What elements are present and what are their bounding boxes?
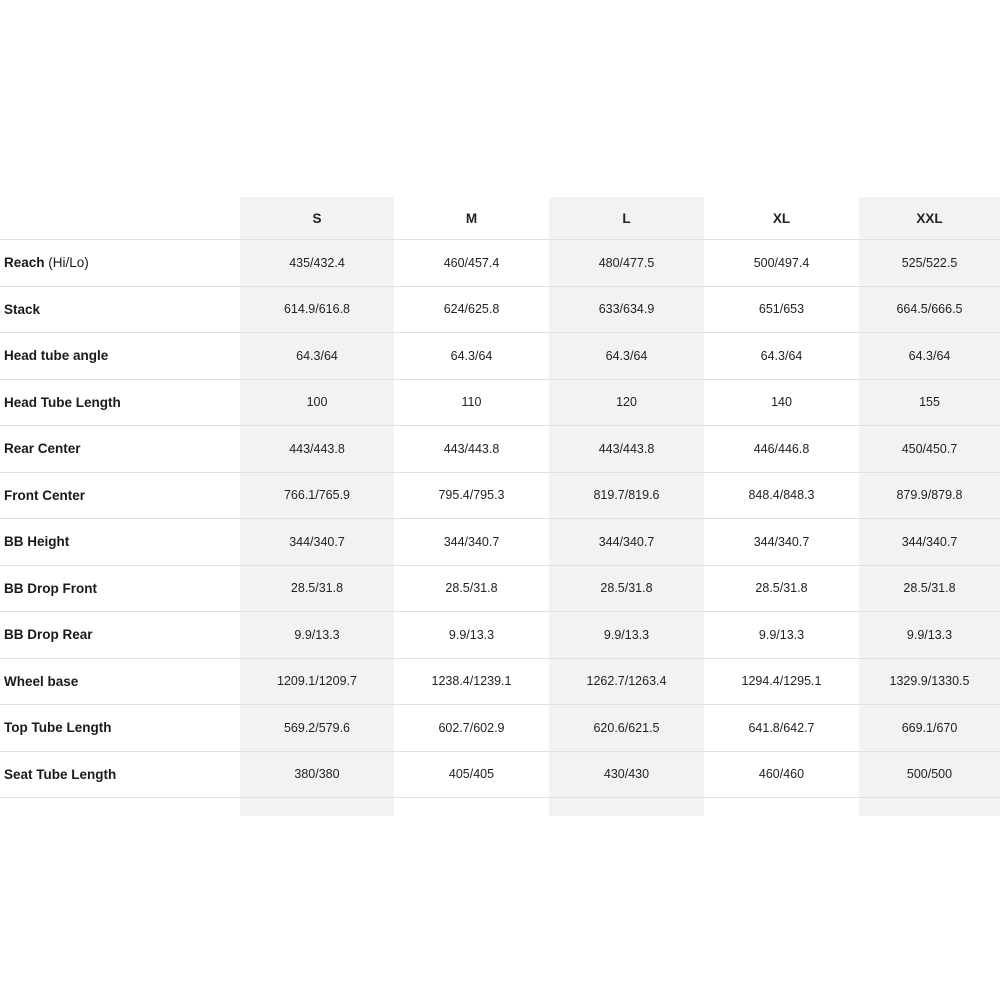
row-label-text: BB Drop Rear [4,627,93,643]
table-cell-s: 28.5/31.8 [290,581,344,596]
row-label [0,302,240,317]
table-row [0,566,1000,613]
size-header-xxl: XXL [916,210,943,226]
row-label-text: Reach [4,255,45,271]
table-cell-s: 435/432.4 [289,255,345,270]
table-cell-l: 633/634.9 [598,302,655,317]
table-cell-s: 569.2/579.6 [283,720,351,735]
table-cell-s: 64.3/64 [296,348,338,363]
row-label [0,720,240,735]
table-cell-xxl: 9.9/13.3 [906,627,953,642]
row-label [0,581,240,596]
table-header-row [0,197,1000,240]
table-cell-xxl: 669.1/670 [901,720,958,735]
size-header-m: M [465,210,478,226]
table-cell-s: 443/443.8 [289,441,345,456]
table-cell-l: 9.9/13.3 [603,627,650,642]
row-label-text: Stack [4,301,41,317]
table-cell-xl: 1294.4/1295.1 [741,674,822,689]
table-cell-l: 430/430 [603,767,650,782]
table-row [0,380,1000,427]
row-label-text: Top Tube Length [4,720,112,736]
row-label [0,534,240,549]
table-cell-xxl: 500/500 [906,767,953,782]
geometry-table [0,197,1000,798]
table-cell-m: 9.9/13.3 [448,627,495,642]
table-cell-xl: 9.9/13.3 [758,627,805,642]
table-cell-xxl: 28.5/31.8 [903,581,956,596]
table-row [0,705,1000,752]
table-cell-xl: 500/497.4 [753,255,810,270]
table-cell-s: 766.1/765.9 [283,488,351,503]
table-cell-l: 620.6/621.5 [593,720,660,735]
table-row [0,519,1000,566]
table-cell-xxl: 879.9/879.8 [896,488,963,503]
table-cell-l: 480/477.5 [598,255,655,270]
row-label [0,441,240,456]
table-cell-xxl: 450/450.7 [901,441,958,456]
table-row [0,659,1000,706]
table-cell-xl: 140 [771,395,792,410]
table-row [0,473,1000,520]
row-label [0,674,240,689]
table-cell-xl: 64.3/64 [760,348,803,363]
table-cell-m: 28.5/31.8 [445,581,498,596]
table-row [0,240,1000,287]
table-cell-xl: 460/460 [758,767,805,782]
table-row [0,287,1000,334]
row-label [0,627,240,642]
table-cell-l: 344/340.7 [598,534,655,549]
table-cell-s: 380/380 [294,767,340,782]
table-cell-xl: 651/653 [758,302,805,317]
table-row [0,426,1000,473]
table-cell-m: 1238.4/1239.1 [431,674,512,689]
row-label [0,255,240,270]
table-cell-s: 344/340.7 [289,534,345,549]
table-cell-m: 624/625.8 [443,302,500,317]
table-cell-s: 614.9/616.8 [283,302,351,317]
row-label [0,395,240,410]
row-label [0,488,240,503]
size-header-xl: XL [772,210,791,226]
table-cell-m: 344/340.7 [443,534,500,549]
size-header-l: L [622,210,631,226]
row-label-text: BB Drop Front [4,580,97,596]
table-row [0,752,1000,799]
table-cell-xl: 28.5/31.8 [755,581,808,596]
table-cell-m: 110 [461,395,482,410]
table-cell-xl: 641.8/642.7 [748,720,815,735]
table-cell-m: 460/457.4 [443,255,500,270]
table-cell-xxl: 525/522.5 [901,255,958,270]
table-cell-s: 1209.1/1209.7 [277,674,357,689]
table-cell-xxl: 1329.9/1330.5 [889,674,970,689]
table-row [0,612,1000,659]
table-cell-l: 120 [616,395,637,410]
row-label [0,348,240,363]
row-label-text: Head Tube Length [4,394,121,410]
table-cell-l: 28.5/31.8 [600,581,653,596]
row-label-text: Seat Tube Length [4,766,117,782]
row-label-text: Front Center [4,487,85,503]
table-cell-m: 443/443.8 [443,441,500,456]
table-cell-m: 602.7/602.9 [438,720,505,735]
row-label-text: Head tube angle [4,348,109,364]
row-label [0,767,240,782]
table-cell-m: 405/405 [448,767,495,782]
table-cell-m: 795.4/795.3 [438,488,505,503]
row-label-text: Rear Center [4,441,81,457]
table-cell-s: 9.9/13.3 [294,627,340,642]
table-cell-xl: 848.4/848.3 [748,488,815,503]
row-label-suffix: (Hi/Lo) [44,255,89,271]
size-header-s: S [312,210,322,226]
table-cell-xxl: 155 [919,395,940,410]
table-cell-xxl: 664.5/666.5 [896,302,963,317]
row-label-text: Wheel base [4,673,79,689]
table-cell-m: 64.3/64 [450,348,493,363]
table-cell-xl: 446/446.8 [753,441,810,456]
table-cell-xxl: 344/340.7 [901,534,958,549]
table-cell-l: 819.7/819.6 [593,488,660,503]
table-cell-xl: 344/340.7 [753,534,810,549]
table-row [0,333,1000,380]
table-cell-s: 100 [306,395,328,410]
table-cell-l: 1262.7/1263.4 [586,674,667,689]
row-label-text: BB Height [4,534,70,550]
table-cell-l: 443/443.8 [598,441,655,456]
table-cell-l: 64.3/64 [605,348,648,363]
table-cell-xxl: 64.3/64 [908,348,951,363]
